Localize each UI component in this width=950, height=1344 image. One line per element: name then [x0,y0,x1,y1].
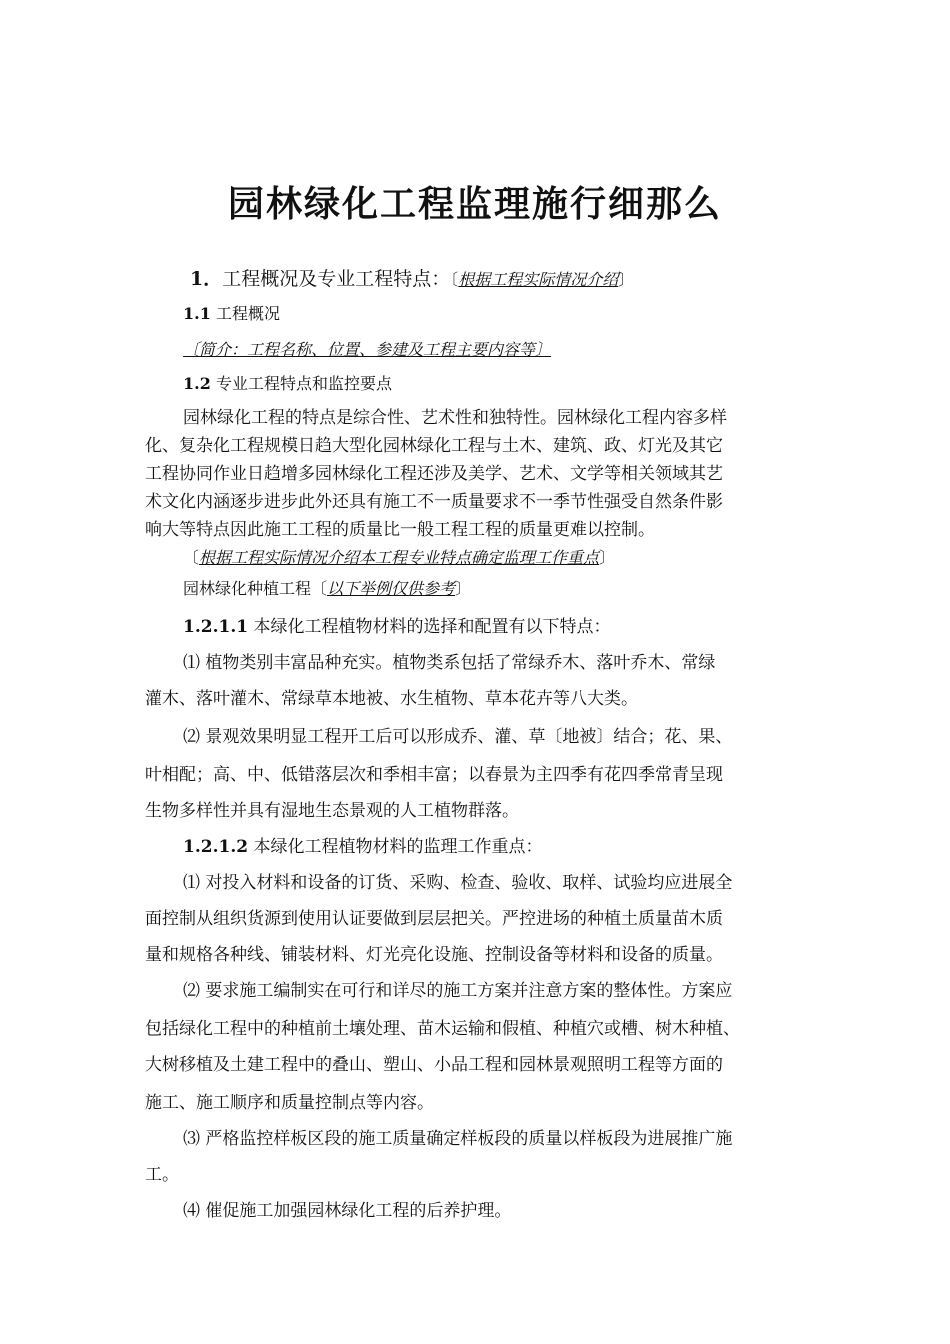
section-1-heading [190,264,634,291]
focus-note [183,545,615,568]
planting-title: 园林绿化种植工程 [183,579,312,598]
section-1-number: 1． [190,268,223,290]
feature-line: 叶相配；高、中、低错落层次和季相丰富；以春景为主四季有花四季常青呈现 [145,765,723,785]
item-1-2-1-1 [183,612,610,637]
subsection-1-2-title: 专业工程特点和监控要点 [215,374,392,393]
subsection-1-1-title: 工程概况 [215,304,280,323]
intro-line: 园林绿化工程的特点是综合性、艺术性和独特性。园林绿化工程内容多样 [183,408,727,428]
section-1-title: 工程概况及专业工程特点： [222,268,451,290]
feature-line: 生物多样性并具有湿地生态景观的人工植物群落。 [145,801,519,821]
planting-note-close: 〕 [455,579,472,598]
focus-point-line: 量和规格各种线、铺装材料、灯光亮化设施、控制设备等材料和设备的质量。 [145,945,723,965]
subsection-1-1-heading [183,301,280,324]
focus-point-line: ⑴ 对投入材料和设备的订货、采购、检查、验收、取样、试验均应进展全 [183,873,733,893]
item-1-2-1-2-number: 1.2.1.2 [183,837,249,857]
item-1-2-1-1-text: 本绿化工程植物材料的选择和配置有以下特点： [253,617,611,637]
subsection-1-1-note: 〔简介：工程名称、位置、参建及工程主要内容等〕 [183,340,552,359]
item-1-2-1-2 [183,832,542,857]
focus-point-line: 大树移植及土建工程中的叠山、塑山、小品工程和园林景观照明工程等方面的 [145,1055,723,1075]
subsection-1-2-number: 1.2 [183,374,211,393]
document-title: 园林绿化工程监理施行细那么 [227,184,722,225]
item-1-2-1-2-text: 本绿化工程植物材料的监理工作重点： [253,837,543,857]
section-1-note-open: 〔 [450,270,459,289]
focus-point-line: 工。 [145,1165,179,1185]
focus-point-line: 包括绿化工程中的种植前土壤处理、苗木运输和假植、种植穴或槽、树木种植、 [145,1019,740,1039]
section-1-note-close: 〕 [618,270,635,289]
focus-point-line: 面控制从组织货源到使用认证要做到层层把关。严控进场的种植土质量苗木质 [145,909,723,929]
feature-line: 灌木、落叶灌木、常绿草本地被、水生植物、草本花卉等八大类。 [145,689,638,709]
subsection-1-2-heading [183,371,392,394]
focus-note-open: 〔 [183,548,200,567]
subsection-1-1-number: 1.1 [183,304,211,323]
planting-note: 以下举例仅供参考 [327,579,456,598]
focus-point-line: ⑷ 催促施工加强园林绿化工程的后养护理。 [183,1201,512,1221]
item-1-2-1-1-number: 1.2.1.1 [183,617,249,637]
planting-heading [183,576,471,599]
focus-note-close: 〕 [599,548,616,567]
intro-line: 响大等特点因此施工工程的质量比一般工程工程的质量更难以控制。 [145,520,655,540]
intro-line: 化、复杂化工程规模日趋大型化园林绿化工程与土木、建筑、政、灯光及其它 [145,436,723,456]
focus-point-line: ⑶ 严格监控样板区段的施工质量确定样板段的质量以样板段为进展推广施 [183,1129,733,1149]
section-1-note: 根据工程实际情况介绍 [458,270,619,289]
focus-note-text: 根据工程实际情况介绍本工程专业特点确定监理工作重点 [199,548,600,567]
intro-line: 工程协同作业日趋增多园林绿化工程还涉及美学、艺术、文学等相关领域其艺 [145,464,723,484]
feature-line: ⑵ 景观效果明显工程开工后可以形成乔、灌、草〔地被〕结合；花、果、 [183,727,733,747]
feature-line: ⑴ 植物类别丰富品种充实。植物类系包括了常绿乔木、落叶乔木、常绿 [183,653,716,673]
focus-point-line: ⑵ 要求施工编制实在可行和详尽的施工方案并注意方案的整体性。方案应 [183,981,733,1001]
focus-point-line: 施工、施工顺序和质量控制点等内容。 [145,1093,434,1113]
intro-line: 术文化内涵逐步进步此外还具有施工不一质量要求不一季节性强受自然条件影 [145,492,723,512]
planting-note-open: 〔 [311,579,328,598]
